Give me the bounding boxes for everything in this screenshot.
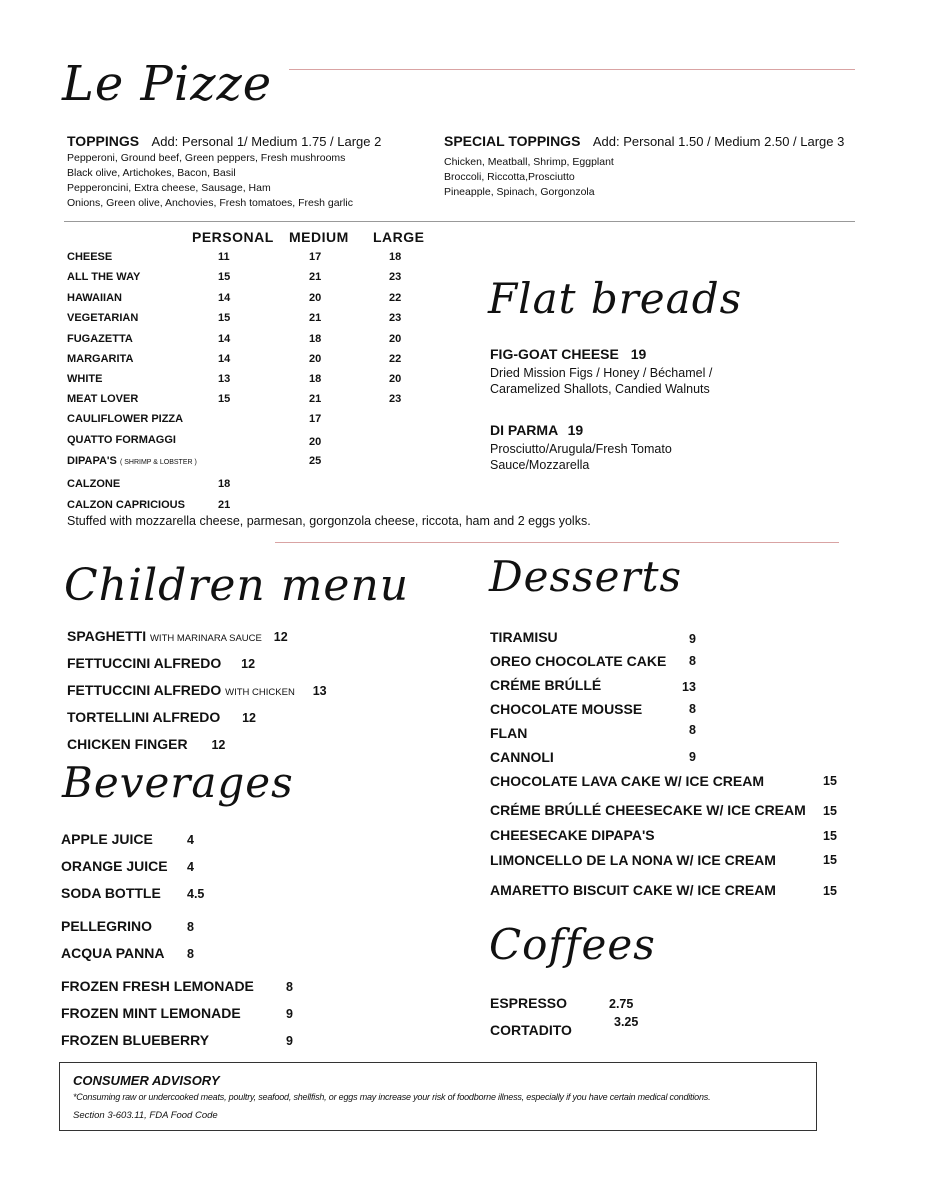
dessert-name: CRÉME BRÚLLÉ xyxy=(490,677,602,693)
flatbreads-title: Flat breads xyxy=(488,274,743,323)
dessert-name: CHOCOLATE LAVA CAKE W/ ICE CREAM xyxy=(490,773,765,789)
dessert-price: 15 xyxy=(823,853,837,867)
pizza-name: HAWAIIAN xyxy=(67,292,122,304)
coffee-name: ESPRESSO xyxy=(490,995,568,1011)
flatbread-desc-line: Dried Mission Figs / Honey / Béchamel / xyxy=(490,366,713,380)
coffee-price: 3.25 xyxy=(614,1015,639,1029)
pizza-name: CALZONE xyxy=(67,478,121,490)
flatbread-desc xyxy=(490,441,672,473)
beverage-name: FROZEN BLUEBERRY xyxy=(61,1032,210,1048)
pizza-name: CALZON CAPRICIOUS xyxy=(67,499,185,511)
beverage-price: 4.5 xyxy=(187,887,205,901)
dessert-price: 9 xyxy=(689,632,696,646)
beverage-name: APPLE JUICE xyxy=(61,831,153,847)
pizza-price-medium: 20 xyxy=(309,436,322,448)
children-note: WITH MARINARA SAUCE xyxy=(149,633,262,644)
special-toppings-line: Pineapple, Spinach, Gorgonzola xyxy=(444,186,595,198)
beverage-name: ORANGE JUICE xyxy=(61,858,168,874)
pizza-price-medium: 17 xyxy=(309,251,322,263)
dessert-price: 15 xyxy=(823,804,837,818)
desserts-title: Desserts xyxy=(489,552,683,601)
beverage-name: FROZEN FRESH LEMONADE xyxy=(61,978,254,994)
pizza-price-large: 22 xyxy=(389,292,402,304)
children-name: SPAGHETTI xyxy=(67,628,147,644)
pizze-title: Le Pizze xyxy=(62,56,273,112)
special-toppings-line: Chicken, Meatball, Shrimp, Eggplant xyxy=(444,156,614,168)
pizza-price-personal: 13 xyxy=(218,373,231,385)
beverage-price: 9 xyxy=(286,1034,293,1048)
toppings-line: Pepperoncini, Extra cheese, Sausage, Ham xyxy=(67,182,271,194)
children-item xyxy=(67,736,225,752)
pizza-price-large: 22 xyxy=(389,353,402,365)
dessert-name: CRÉME BRÚLLÉ CHEESECAKE W/ ICE CREAM xyxy=(490,802,806,818)
dessert-name: TIRAMISU xyxy=(490,629,558,645)
beverage-name: ACQUA PANNA xyxy=(61,945,165,961)
dessert-price: 8 xyxy=(689,654,696,668)
advisory-title: CONSUMER ADVISORY xyxy=(73,1073,220,1088)
dessert-name: LIMONCELLO DE LA NONA W/ ICE CREAM xyxy=(490,852,776,868)
children-price: 12 xyxy=(242,711,257,725)
children-name: FETTUCCINI ALFREDO xyxy=(67,655,222,671)
pizza-price-medium: 17 xyxy=(309,413,322,425)
beverage-name: PELLEGRINO xyxy=(61,918,153,934)
children-item xyxy=(67,628,288,644)
coffee-price: 2.75 xyxy=(609,997,634,1011)
beverage-name: SODA BOTTLE xyxy=(61,885,161,901)
beverage-price: 4 xyxy=(187,860,194,874)
dessert-name: CHEESECAKE DIPAPA'S xyxy=(490,827,655,843)
consumer-advisory-box xyxy=(59,1062,817,1131)
flatbread-desc-line: Caramelized Shallots, Candied Walnuts xyxy=(490,382,710,396)
pizza-name: MARGARITA xyxy=(67,353,134,365)
children-title: Children menu xyxy=(64,560,410,611)
pizza-price-large: 23 xyxy=(389,271,402,283)
toppings-header xyxy=(67,133,381,151)
children-price: 12 xyxy=(273,630,288,644)
special-toppings-header xyxy=(444,133,844,151)
toppings-line: Onions, Green olive, Anchovies, Fresh tomatoes, Fresh garlic xyxy=(67,197,353,209)
beverage-price: 8 xyxy=(187,947,194,961)
pizza-name: MEAT LOVER xyxy=(67,393,139,405)
flatbread-price: 19 xyxy=(567,422,584,438)
pizza-price-large: 23 xyxy=(389,312,402,324)
flatbread-desc-line: Sauce/Mozzarella xyxy=(490,458,590,472)
pizza-price-medium: 25 xyxy=(309,455,322,467)
divider xyxy=(289,69,855,70)
dessert-price: 15 xyxy=(823,774,837,788)
coffee-name: CORTADITO xyxy=(490,1022,572,1038)
beverage-name: FROZEN MINT LEMONADE xyxy=(61,1005,241,1021)
pizza-name: CHEESE xyxy=(67,251,113,263)
pizza-price-personal: 21 xyxy=(218,499,231,511)
dessert-name: CANNOLI xyxy=(490,749,554,765)
children-price: 12 xyxy=(241,657,256,671)
dessert-price: 9 xyxy=(689,750,696,764)
pizza-price-medium: 18 xyxy=(309,373,322,385)
dessert-name: AMARETTO BISCUIT CAKE W/ ICE CREAM xyxy=(490,882,776,898)
calzon-description: Stuffed with mozzarella cheese, parmesan, gorgonzola cheese, riccota, ham and 2 eggs yolks. xyxy=(67,514,591,528)
pizza-name: FUGAZETTA xyxy=(67,333,133,345)
pizza-price-large: 20 xyxy=(389,333,402,345)
children-name: CHICKEN FINGER xyxy=(67,736,188,752)
pizza-name: DIPAPA'S xyxy=(67,455,117,467)
beverage-price: 4 xyxy=(187,833,194,847)
pizza-price-personal: 11 xyxy=(218,251,230,263)
pizza-name: CAULIFLOWER PIZZA xyxy=(67,413,184,425)
divider xyxy=(64,221,855,222)
pizza-name-dipapa xyxy=(67,455,197,467)
pizza-price-medium: 21 xyxy=(309,271,322,283)
flatbread-item xyxy=(490,346,646,362)
dessert-price: 8 xyxy=(689,702,696,716)
dessert-price: 15 xyxy=(823,884,837,898)
special-toppings-list xyxy=(444,155,614,200)
beverage-price: 9 xyxy=(286,1007,293,1021)
toppings-list xyxy=(67,151,353,211)
dessert-name: FLAN xyxy=(490,725,528,741)
pizza-price-personal: 15 xyxy=(218,393,231,405)
pizza-price-medium: 20 xyxy=(309,292,322,304)
pizza-price-personal: 14 xyxy=(218,292,231,304)
advisory-code: Section 3-603.11, FDA Food Code xyxy=(73,1110,218,1121)
pizza-note: ( SHRIMP & LOBSTER ) xyxy=(119,459,197,466)
special-toppings-line: Broccoli, Riccotta,Prosciutto xyxy=(444,171,575,183)
pizza-price-personal: 14 xyxy=(218,353,231,365)
pizza-name: VEGETARIAN xyxy=(67,312,139,324)
col-personal: PERSONAL xyxy=(192,229,274,245)
dessert-price: 15 xyxy=(823,829,837,843)
beverages-title: Beverages xyxy=(62,758,294,807)
flatbread-item xyxy=(490,422,583,438)
special-toppings-add: Add: Personal 1.50 / Medium 2.50 / Large 3 xyxy=(592,134,845,149)
pizza-price-personal: 15 xyxy=(218,271,231,283)
toppings-line: Black olive, Artichokes, Bacon, Basil xyxy=(67,167,236,179)
flatbread-desc-line: Prosciutto/Arugula/Fresh Tomato xyxy=(490,442,672,456)
beverage-price: 8 xyxy=(187,920,194,934)
dessert-name: OREO CHOCOLATE CAKE xyxy=(490,653,667,669)
flatbread-name: DI PARMA xyxy=(490,422,558,438)
toppings-add: Add: Personal 1/ Medium 1.75 / Large 2 xyxy=(151,134,382,149)
col-large: LARGE xyxy=(373,229,425,245)
divider xyxy=(275,542,839,543)
flatbread-name: FIG-GOAT CHEESE xyxy=(490,346,619,362)
children-item xyxy=(67,655,255,671)
children-name: TORTELLINI ALFREDO xyxy=(67,709,221,725)
pizza-price-personal: 15 xyxy=(218,312,231,324)
advisory-text: *Consuming raw or undercooked meats, poultry, seafood, shellfish, or eggs may increase your risk of foodborne illness, especially if you have certain medical conditions. xyxy=(73,1092,711,1102)
coffees-title: Coffees xyxy=(489,920,656,969)
children-price: 13 xyxy=(312,684,327,698)
toppings-line: Pepperoni, Ground beef, Green peppers, Fresh mushrooms xyxy=(67,152,346,164)
special-toppings-label: SPECIAL TOPPINGS xyxy=(444,133,581,149)
children-price: 12 xyxy=(211,738,226,752)
pizza-price-large: 18 xyxy=(389,251,402,263)
pizza-price-personal: 18 xyxy=(218,478,231,490)
beverage-price: 8 xyxy=(286,980,293,994)
dessert-price: 8 xyxy=(689,723,696,737)
pizza-name: WHITE xyxy=(67,373,103,385)
flatbread-desc xyxy=(490,365,712,397)
children-item xyxy=(67,709,256,725)
dessert-name: CHOCOLATE MOUSSE xyxy=(490,701,643,717)
pizza-name: QUATTO FORMAGGI xyxy=(67,434,176,446)
pizza-name: ALL THE WAY xyxy=(67,271,141,283)
pizza-price-medium: 18 xyxy=(309,333,322,345)
children-item xyxy=(67,682,327,698)
toppings-label: TOPPINGS xyxy=(67,133,140,149)
children-name: FETTUCCINI ALFREDO xyxy=(67,682,222,698)
pizza-price-large: 23 xyxy=(389,393,402,405)
col-medium: MEDIUM xyxy=(289,229,349,245)
dessert-price: 13 xyxy=(682,680,696,694)
pizza-price-medium: 20 xyxy=(309,353,322,365)
pizza-price-personal: 14 xyxy=(218,333,231,345)
children-note: WITH CHICKEN xyxy=(225,687,295,698)
flatbread-price: 19 xyxy=(630,346,647,362)
pizza-price-large: 20 xyxy=(389,373,402,385)
pizza-price-medium: 21 xyxy=(309,312,322,324)
pizza-price-medium: 21 xyxy=(309,393,322,405)
